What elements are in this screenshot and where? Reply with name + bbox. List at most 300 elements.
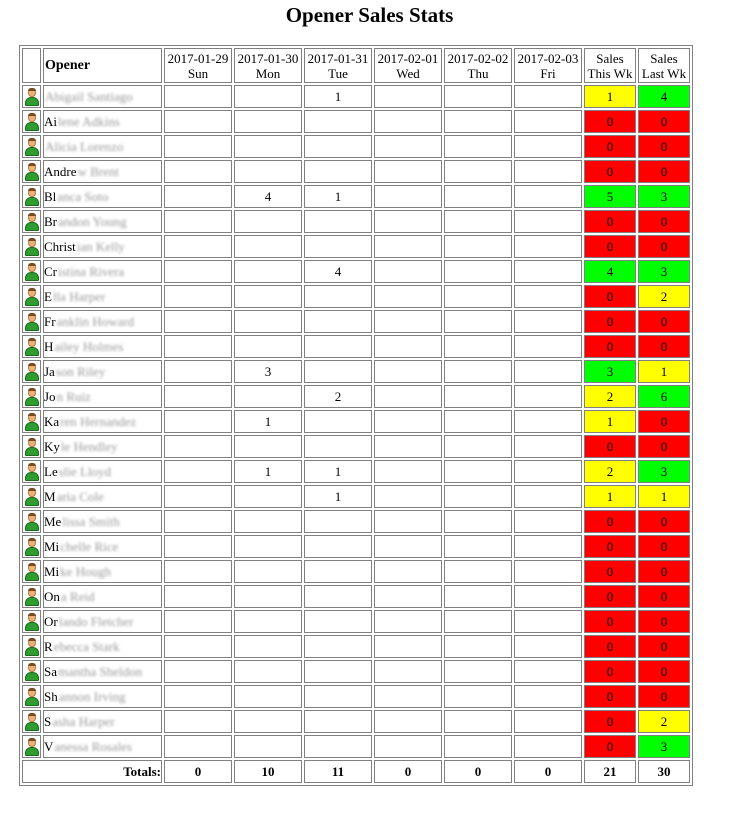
day-sales-cell — [444, 510, 512, 533]
day-sales-cell — [514, 635, 582, 658]
day-sales-cell — [514, 410, 582, 433]
day-sales-cell — [234, 285, 302, 308]
day-header-weekday: Wed — [396, 65, 420, 81]
avatar-cell — [22, 560, 41, 583]
day-sales-cell — [374, 435, 442, 458]
opener-row — [22, 510, 690, 533]
opener-row — [22, 410, 690, 433]
day-sales-cell — [234, 660, 302, 683]
day-sales-cell — [444, 485, 512, 508]
user-avatar-icon — [25, 188, 39, 206]
opener-row — [22, 610, 690, 633]
day-header — [234, 48, 302, 83]
day-sales-cell — [234, 135, 302, 158]
opener-row — [22, 160, 690, 183]
sales-last-week-cell: 3 — [638, 185, 690, 208]
opener-row — [22, 685, 690, 708]
sales-this-week-cell: 0 — [584, 610, 636, 633]
opener-row — [22, 85, 690, 108]
day-sales-cell: 2 — [304, 385, 372, 408]
avatar-cell — [22, 485, 41, 508]
opener-name-visible: Or — [44, 614, 58, 629]
opener-name-redacted: Abigail Santiago — [45, 89, 133, 104]
day-sales-cell — [374, 260, 442, 283]
avatar-cell — [22, 685, 41, 708]
sales-last-week-cell: 3 — [638, 260, 690, 283]
avatar-header — [22, 48, 41, 83]
day-header-date: 2017-02-02 — [447, 50, 509, 66]
sales-this-week-cell: 0 — [584, 310, 636, 333]
day-sales-cell: 1 — [304, 185, 372, 208]
total-day-cell: 0 — [514, 760, 582, 783]
opener-name-redacted: lando Fletcher — [58, 614, 134, 629]
day-sales-cell — [374, 560, 442, 583]
avatar-cell — [22, 710, 41, 733]
day-sales-cell — [164, 710, 232, 733]
avatar-cell — [22, 660, 41, 683]
sales-last-week-cell: 0 — [638, 135, 690, 158]
total-sales-last-week: 30 — [638, 760, 690, 783]
day-sales-cell — [164, 560, 232, 583]
day-sales-cell — [374, 185, 442, 208]
opener-name-cell — [43, 210, 162, 233]
total-day-cell: 11 — [304, 760, 372, 783]
sales-this-week-cell: 0 — [584, 635, 636, 658]
opener-row — [22, 135, 690, 158]
total-day-cell: 0 — [164, 760, 232, 783]
sales-last-week-cell: 0 — [638, 435, 690, 458]
day-sales-cell — [164, 485, 232, 508]
day-header — [444, 48, 512, 83]
opener-row — [22, 735, 690, 758]
opener-row — [22, 710, 690, 733]
sales-this-week-cell: 0 — [584, 435, 636, 458]
day-sales-cell — [234, 685, 302, 708]
avatar-cell — [22, 335, 41, 358]
sales-this-week-cell: 0 — [584, 685, 636, 708]
opener-name-redacted: mantha Sheldon — [58, 664, 143, 679]
sales-this-week-cell: 0 — [584, 585, 636, 608]
opener-name-redacted: ian Kelly — [76, 239, 125, 254]
sales-this-week-cell: 2 — [584, 460, 636, 483]
opener-name-visible: Christ — [44, 239, 76, 254]
opener-name-cell — [43, 535, 162, 558]
day-sales-cell — [234, 385, 302, 408]
opener-sales-table — [19, 45, 693, 786]
opener-row — [22, 535, 690, 558]
user-avatar-icon — [25, 163, 39, 181]
day-sales-cell — [514, 610, 582, 633]
day-sales-cell — [514, 735, 582, 758]
day-sales-cell — [164, 160, 232, 183]
day-sales-cell — [304, 660, 372, 683]
avatar-cell — [22, 460, 41, 483]
user-avatar-icon — [25, 388, 39, 406]
user-avatar-icon — [25, 338, 39, 356]
sales-last-week-cell: 0 — [638, 510, 690, 533]
opener-row — [22, 385, 690, 408]
opener-name-redacted: ailey Holmes — [54, 339, 124, 354]
opener-row — [22, 635, 690, 658]
day-sales-cell — [234, 485, 302, 508]
day-sales-cell — [514, 160, 582, 183]
day-header-weekday: Sun — [187, 65, 209, 81]
opener-name-cell — [43, 285, 162, 308]
opener-name-cell — [43, 560, 162, 583]
opener-name-cell — [43, 435, 162, 458]
day-sales-cell — [304, 410, 372, 433]
sales-this-week-header — [584, 48, 636, 83]
day-sales-cell — [304, 160, 372, 183]
day-sales-cell — [444, 185, 512, 208]
avatar-cell — [22, 535, 41, 558]
sales-last-week-cell: 0 — [638, 685, 690, 708]
day-sales-cell — [444, 235, 512, 258]
opener-name-redacted: ke Hough — [60, 564, 112, 579]
sales-this-week-cell: 5 — [584, 185, 636, 208]
day-sales-cell — [444, 285, 512, 308]
day-sales-cell — [444, 160, 512, 183]
day-sales-cell — [304, 635, 372, 658]
day-sales-cell — [444, 685, 512, 708]
sales-last-week-cell: 0 — [638, 585, 690, 608]
sales-this-week-cell: 0 — [584, 110, 636, 133]
avatar-cell — [22, 160, 41, 183]
day-sales-cell — [164, 610, 232, 633]
day-sales-cell — [234, 210, 302, 233]
day-sales-cell — [374, 235, 442, 258]
day-header — [304, 48, 372, 83]
day-sales-cell — [444, 260, 512, 283]
day-sales-cell — [304, 360, 372, 383]
day-sales-cell — [444, 460, 512, 483]
opener-name-redacted: lene Adkins — [58, 114, 120, 129]
user-avatar-icon — [25, 463, 39, 481]
day-sales-cell — [444, 435, 512, 458]
opener-name-redacted: anklin Howard — [56, 314, 135, 329]
sales-this-week-cell: 0 — [584, 335, 636, 358]
day-sales-cell — [514, 510, 582, 533]
day-sales-cell — [234, 735, 302, 758]
day-sales-cell — [234, 535, 302, 558]
avatar-cell — [22, 135, 41, 158]
opener-name-visible: E — [44, 289, 52, 304]
day-sales-cell — [164, 535, 232, 558]
day-sales-cell — [234, 335, 302, 358]
total-day-cell: 0 — [444, 760, 512, 783]
day-sales-cell — [514, 460, 582, 483]
opener-name-visible: Br — [44, 214, 57, 229]
sales-this-week-cell: 1 — [584, 485, 636, 508]
user-avatar-icon — [25, 663, 39, 681]
day-sales-cell — [164, 335, 232, 358]
opener-name-redacted: le Hendley — [60, 439, 118, 454]
day-sales-cell — [164, 210, 232, 233]
user-avatar-icon — [25, 563, 39, 581]
opener-row — [22, 260, 690, 283]
opener-row — [22, 660, 690, 683]
opener-name-cell — [43, 360, 162, 383]
opener-name-cell — [43, 460, 162, 483]
opener-row — [22, 335, 690, 358]
day-sales-cell — [164, 435, 232, 458]
day-sales-cell — [304, 685, 372, 708]
day-sales-cell — [444, 560, 512, 583]
user-avatar-icon — [25, 263, 39, 281]
opener-name-redacted: slie Lloyd — [58, 464, 112, 479]
opener-name-visible: Andre — [44, 164, 77, 179]
avatar-cell — [22, 235, 41, 258]
sales-this-week-cell: 0 — [584, 535, 636, 558]
opener-name-visible: V — [44, 739, 54, 754]
sales-last-week-cell: 3 — [638, 735, 690, 758]
opener-name-redacted: n Ruiz — [56, 389, 91, 404]
sales-last-week-cell: 0 — [638, 160, 690, 183]
day-sales-cell — [374, 485, 442, 508]
day-sales-cell — [514, 335, 582, 358]
day-sales-cell — [444, 610, 512, 633]
day-sales-cell — [164, 635, 232, 658]
sales-last-week-cell: 0 — [638, 310, 690, 333]
opener-name-redacted: anca Soto — [57, 189, 109, 204]
day-sales-cell: 4 — [234, 185, 302, 208]
user-avatar-icon — [25, 413, 39, 431]
sales-last-week-cell: 0 — [638, 535, 690, 558]
day-sales-cell — [374, 285, 442, 308]
day-sales-cell — [444, 85, 512, 108]
day-sales-cell — [514, 435, 582, 458]
opener-row — [22, 460, 690, 483]
sales-this-week-cell: 0 — [584, 660, 636, 683]
day-sales-cell — [164, 135, 232, 158]
user-avatar-icon — [25, 113, 39, 131]
day-sales-cell — [374, 210, 442, 233]
day-sales-cell — [304, 210, 372, 233]
sales-this-week-cell: 0 — [584, 735, 636, 758]
day-sales-cell — [444, 710, 512, 733]
day-sales-cell — [514, 535, 582, 558]
day-sales-cell — [444, 135, 512, 158]
day-sales-cell — [374, 385, 442, 408]
day-sales-cell — [304, 335, 372, 358]
day-sales-cell — [514, 385, 582, 408]
day-sales-cell — [164, 235, 232, 258]
opener-name-redacted: ebecca Stark — [53, 639, 120, 654]
sales-last-week-cell: 0 — [638, 210, 690, 233]
day-sales-cell — [164, 410, 232, 433]
day-sales-cell — [164, 385, 232, 408]
day-sales-cell — [164, 110, 232, 133]
avatar-cell — [22, 610, 41, 633]
day-sales-cell — [164, 460, 232, 483]
day-sales-cell — [444, 410, 512, 433]
avatar-cell — [22, 735, 41, 758]
day-header-weekday: Tue — [328, 65, 348, 81]
opener-name-visible: Ai — [44, 114, 57, 129]
sales-last-week-cell: 4 — [638, 85, 690, 108]
day-sales-cell: 1 — [304, 85, 372, 108]
user-avatar-icon — [25, 488, 39, 506]
user-avatar-icon — [25, 688, 39, 706]
day-sales-cell — [514, 210, 582, 233]
day-sales-cell — [444, 660, 512, 683]
opener-name-visible: Bl — [44, 189, 57, 204]
opener-name-cell — [43, 85, 162, 108]
sales-this-week-cell: 3 — [584, 360, 636, 383]
user-avatar-icon — [25, 288, 39, 306]
opener-name-redacted: aria Cole — [56, 489, 104, 504]
day-sales-cell — [514, 710, 582, 733]
sales-this-week-cell: 4 — [584, 260, 636, 283]
avatar-cell — [22, 410, 41, 433]
avatar-cell — [22, 585, 41, 608]
avatar-cell — [22, 285, 41, 308]
opener-name-redacted: Alicia Lorenzo — [45, 139, 124, 154]
sales-last-week-header-top: Sales — [650, 50, 678, 66]
user-avatar-icon — [25, 513, 39, 531]
user-avatar-icon — [25, 238, 39, 256]
sales-last-week-cell: 3 — [638, 460, 690, 483]
opener-name-visible: M — [44, 489, 56, 504]
opener-name-cell — [43, 335, 162, 358]
sales-this-week-cell: 1 — [584, 410, 636, 433]
day-sales-cell — [234, 85, 302, 108]
day-sales-cell: 1 — [234, 410, 302, 433]
sales-last-week-cell: 1 — [638, 485, 690, 508]
day-sales-cell — [304, 285, 372, 308]
avatar-cell — [22, 635, 41, 658]
day-sales-cell — [514, 360, 582, 383]
opener-name-cell — [43, 485, 162, 508]
day-sales-cell: 4 — [304, 260, 372, 283]
day-sales-cell — [374, 110, 442, 133]
day-sales-cell — [374, 310, 442, 333]
day-sales-cell — [164, 260, 232, 283]
opener-name-cell — [43, 160, 162, 183]
user-avatar-icon — [25, 213, 39, 231]
opener-header: Opener — [43, 48, 162, 83]
day-header-date: 2017-02-03 — [517, 50, 579, 66]
avatar-cell — [22, 510, 41, 533]
day-header — [374, 48, 442, 83]
opener-name-cell — [43, 235, 162, 258]
day-sales-cell — [234, 510, 302, 533]
sales-last-week-cell: 6 — [638, 385, 690, 408]
day-header-date: 2017-01-29 — [167, 50, 229, 66]
day-sales-cell — [514, 260, 582, 283]
sales-this-week-cell: 0 — [584, 510, 636, 533]
opener-name-cell — [43, 710, 162, 733]
opener-row — [22, 310, 690, 333]
totals-label: Totals: — [22, 760, 162, 783]
opener-name-visible: Ka — [44, 414, 60, 429]
day-sales-cell — [374, 510, 442, 533]
sales-this-week-cell: 0 — [584, 285, 636, 308]
sales-last-week-cell: 0 — [638, 635, 690, 658]
day-header-weekday: Thu — [467, 65, 489, 81]
opener-row — [22, 435, 690, 458]
day-sales-cell — [234, 435, 302, 458]
day-sales-cell: 1 — [304, 485, 372, 508]
day-sales-cell — [234, 110, 302, 133]
day-sales-cell — [164, 685, 232, 708]
day-sales-cell — [514, 85, 582, 108]
sales-this-week-cell: 0 — [584, 210, 636, 233]
sales-last-week-cell: 0 — [638, 335, 690, 358]
sales-this-week-cell: 0 — [584, 560, 636, 583]
day-header — [164, 48, 232, 83]
day-sales-cell — [164, 735, 232, 758]
opener-name-cell — [43, 260, 162, 283]
opener-name-redacted: asha Harper — [52, 714, 115, 729]
day-sales-cell — [374, 360, 442, 383]
sales-this-week-cell: 1 — [584, 85, 636, 108]
day-sales-cell — [444, 535, 512, 558]
opener-name-cell — [43, 510, 162, 533]
opener-name-visible: S — [44, 714, 52, 729]
opener-name-visible: Mi — [44, 539, 60, 554]
sales-last-week-cell: 1 — [638, 360, 690, 383]
day-sales-cell — [234, 610, 302, 633]
opener-name-cell — [43, 610, 162, 633]
sales-this-week-header-top: Sales — [596, 50, 624, 66]
opener-row — [22, 560, 690, 583]
avatar-cell — [22, 85, 41, 108]
day-sales-cell — [444, 310, 512, 333]
opener-row — [22, 485, 690, 508]
day-sales-cell — [164, 660, 232, 683]
opener-name-visible: Fr — [44, 314, 56, 329]
day-header-date: 2017-02-01 — [377, 50, 439, 66]
day-sales-cell — [234, 310, 302, 333]
user-avatar-icon — [25, 613, 39, 631]
day-header-date: 2017-01-31 — [307, 50, 369, 66]
day-sales-cell — [304, 535, 372, 558]
opener-row — [22, 185, 690, 208]
opener-row — [22, 285, 690, 308]
user-avatar-icon — [25, 713, 39, 731]
day-sales-cell — [304, 435, 372, 458]
opener-name-visible: Cr — [44, 264, 57, 279]
opener-row — [22, 360, 690, 383]
total-day-cell: 10 — [234, 760, 302, 783]
day-sales-cell — [514, 660, 582, 683]
avatar-cell — [22, 435, 41, 458]
day-sales-cell — [304, 310, 372, 333]
user-avatar-icon — [25, 738, 39, 756]
opener-name-cell — [43, 635, 162, 658]
user-avatar-icon — [25, 438, 39, 456]
sales-last-week-cell: 0 — [638, 110, 690, 133]
day-sales-cell — [444, 735, 512, 758]
day-sales-cell — [164, 285, 232, 308]
day-sales-cell — [374, 85, 442, 108]
user-avatar-icon — [25, 138, 39, 156]
day-sales-cell — [444, 635, 512, 658]
day-sales-cell — [374, 585, 442, 608]
user-avatar-icon — [25, 88, 39, 106]
opener-name-visible: Sa — [44, 664, 57, 679]
sales-last-week-cell: 0 — [638, 660, 690, 683]
day-sales-cell — [444, 335, 512, 358]
day-sales-cell — [304, 110, 372, 133]
day-sales-cell — [514, 685, 582, 708]
opener-name-visible: Me — [44, 514, 62, 529]
opener-row — [22, 210, 690, 233]
sales-last-week-cell: 0 — [638, 560, 690, 583]
day-sales-cell — [234, 710, 302, 733]
opener-name-redacted: lissa Smith — [62, 514, 120, 529]
